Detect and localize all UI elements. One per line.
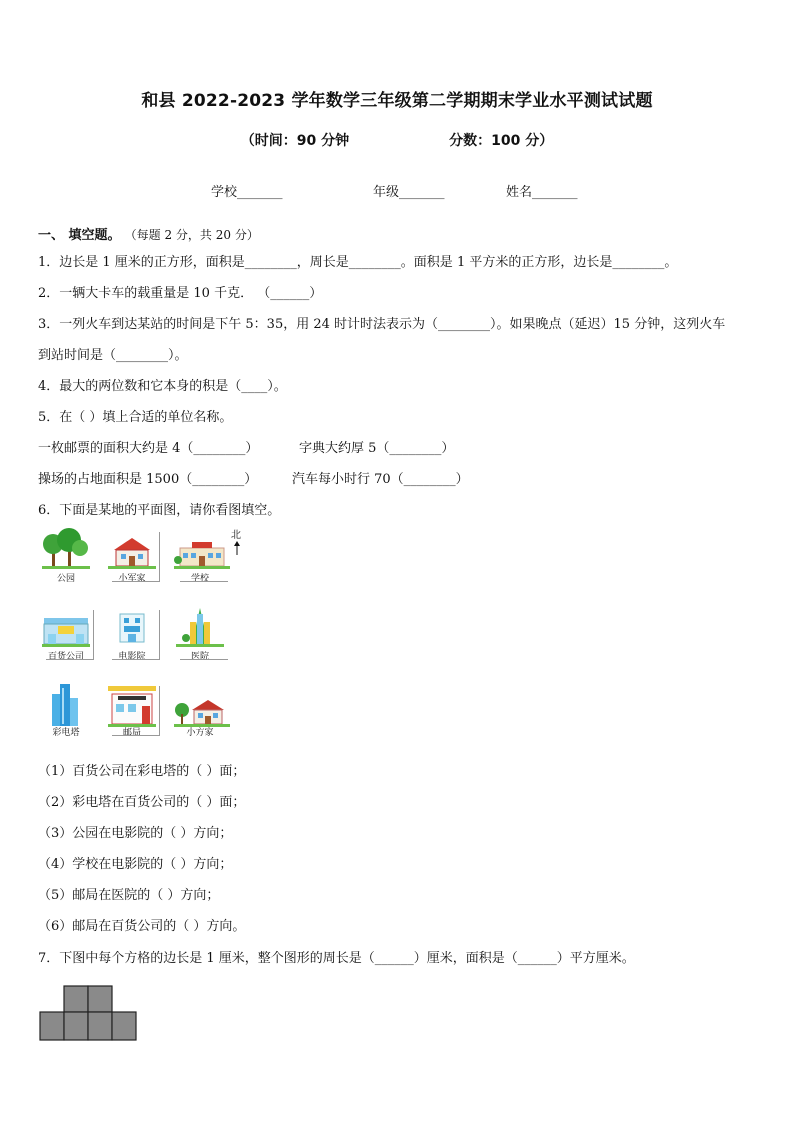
question-6-sub-6: （6）邮局在百货公司的（ ）方向。 (38, 919, 246, 934)
map-label: 医院 (190, 652, 209, 662)
school-icon (172, 526, 232, 572)
question-2: 2．一辆大卡车的载重量是 10 千克． （______） (38, 286, 323, 301)
exam-score: 分数：100 分） (449, 133, 554, 149)
exam-time: （时间：90 分钟 (240, 133, 350, 149)
hospital-icon (172, 604, 228, 650)
post-office-icon (104, 680, 160, 730)
map-cell-xiaofang-home (172, 680, 228, 736)
store-icon (38, 604, 94, 650)
exam-meta (0, 130, 794, 150)
map-cell-tv-tower (38, 680, 94, 736)
map-cell-department-store (38, 604, 94, 660)
grade-field: 年级_______ (373, 185, 445, 200)
map-cell-park (38, 526, 94, 582)
question-6-sub-5: （5）邮局在医院的（ ）方向； (38, 888, 220, 903)
school-field: 学校_______ (211, 185, 283, 200)
house-icon (172, 680, 232, 730)
question-5-item-4: 汽车每小时行 70（________） (292, 472, 469, 487)
tower-icon (38, 680, 94, 730)
map-cell-cinema (104, 604, 160, 660)
name-field: 姓名_______ (506, 185, 578, 200)
question-6: 6．下面是某地的平面图，请你看图填空。 (38, 503, 281, 518)
question-6-sub-2: （2）彩电塔在百货公司的（ ）面； (38, 795, 246, 810)
question-3-line2: 到站时间是（________）。 (38, 348, 188, 363)
question-3-line1: 3．一列火车到达某站的时间是下午 5：35，用 24 时计时法表示为（________）。如果晚点（延迟）15 分钟，这列火车 (38, 317, 726, 332)
question-5-item-2: 字典大约厚 5（________） (299, 441, 455, 456)
map-cell-xiaojun-home (104, 526, 160, 582)
map-cell-hospital (172, 604, 228, 660)
map-cell-school (172, 526, 228, 582)
map-grid (38, 526, 248, 748)
north-label: 北 (231, 530, 241, 541)
section-heading (38, 224, 259, 243)
question-1: 1．边长是 1 厘米的正方形，面积是________，周长是________。面积是 1 平方米的正方形，边长是________。 (38, 255, 678, 270)
tree-icon (38, 526, 94, 572)
question-5: 5．在（ ）填上合适的单位名称。 (38, 410, 233, 425)
map-label: 邮局 (122, 728, 141, 738)
section-title: 一、 填空题。 (38, 228, 121, 243)
question-6-sub-4: （4）学校在电影院的（ ）方向； (38, 857, 233, 872)
cinema-icon (104, 604, 160, 650)
question-6-sub-1: （1）百货公司在彩电塔的（ ）面； (38, 764, 246, 779)
map-label: 小军家 (118, 574, 146, 584)
map-cell-post-office (104, 680, 160, 736)
map-label: 学校 (190, 574, 209, 584)
question-4: 4．最大的两位数和它本身的积是（____）。 (38, 379, 287, 394)
map-label: 彩电塔 (52, 728, 80, 738)
page-title: 和县 2022-2023 学年数学三年级第二学期期末学业水平测试试题 (141, 91, 653, 111)
question-5-item-3: 操场的占地面积是 1500（________） (38, 472, 258, 487)
question-7: 7．下图中每个方格的边长是 1 厘米，整个图形的周长是（______）厘米，面积是（______）平方厘米。 (38, 951, 635, 966)
section-note: （每题 2 分，共 20 分） (124, 228, 259, 242)
map-label: 公园 (56, 574, 75, 584)
map-label: 百货公司 (47, 652, 84, 662)
map-label: 小方家 (186, 728, 214, 738)
question-5-item-1: 一枚邮票的面积大约是 4（________） (38, 441, 259, 456)
map-label: 电影院 (118, 652, 146, 662)
question-6-sub-3: （3）公园在电影院的（ ）方向； (38, 826, 233, 841)
house-icon (104, 526, 160, 572)
grid-shape-figure (38, 984, 140, 1042)
